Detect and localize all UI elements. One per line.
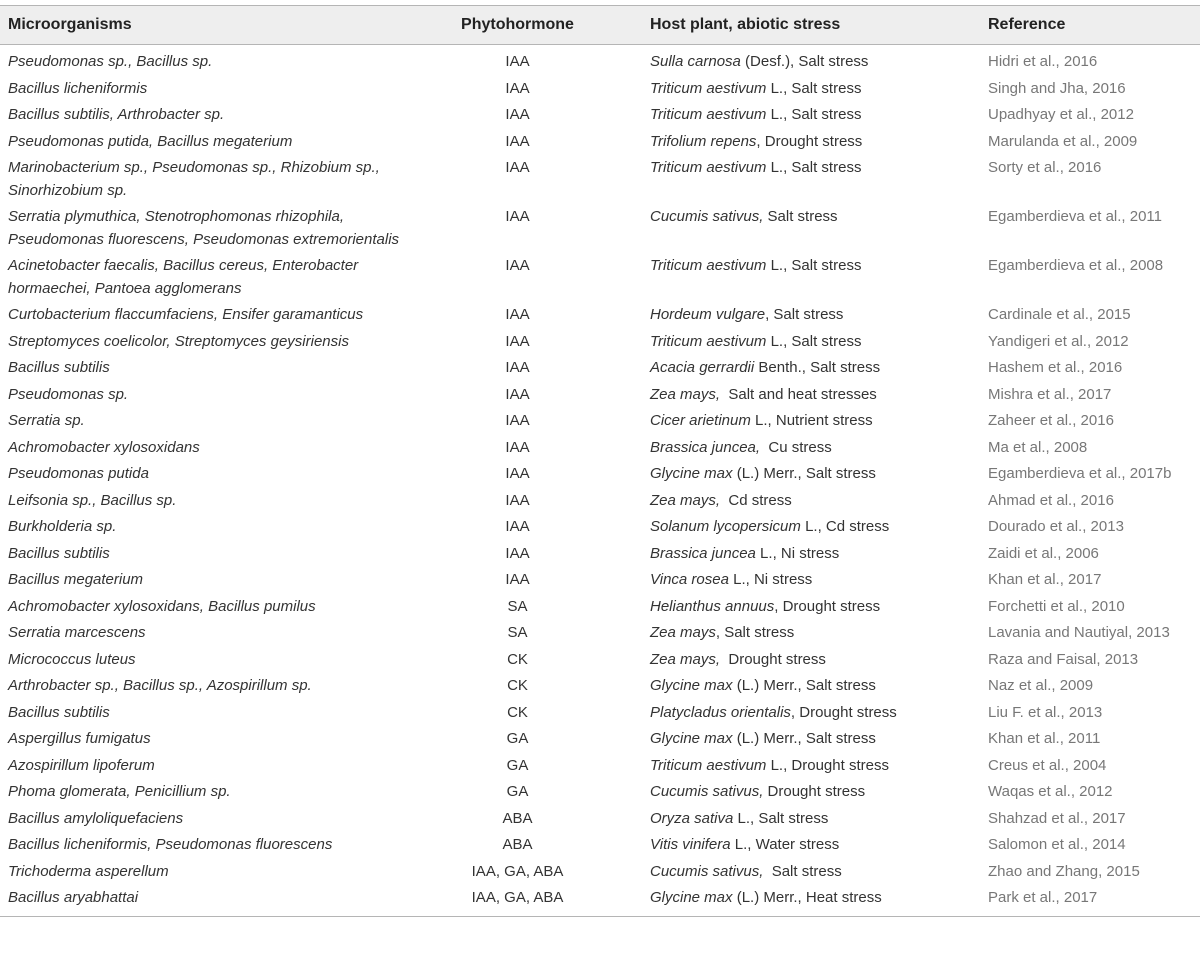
cell-host-plant: [590, 675, 928, 698]
host-stress: L., Cd stress: [800, 518, 890, 535]
cell-host-plant: [590, 702, 928, 725]
cell-phytohormone: IAA: [505, 306, 530, 323]
cell-phytohormone: IAA: [505, 518, 530, 535]
header-host-plant: Host plant, abiotic stress: [650, 16, 841, 33]
table-row: [0, 461, 1200, 488]
table-row: [0, 253, 1200, 302]
host-stress: , Drought stress: [756, 132, 863, 150]
cell-phytohormone: ABA: [502, 836, 533, 853]
cell-microorganisms: Pseudomonas sp.: [8, 385, 129, 403]
table-row: [0, 753, 1200, 780]
cell-host-plant: [590, 622, 928, 645]
cell-microorganisms: Achromobacter xylosoxidans, Bacillus pumilus: [8, 597, 316, 615]
host-stress: L., Salt stress: [766, 79, 862, 97]
host-stress: Drought stress: [720, 650, 826, 668]
cell-reference: Ma et al., 2008: [988, 438, 1088, 456]
host-species: Glycine max: [650, 889, 733, 906]
cell-reference: Marulanda et al., 2009: [988, 132, 1138, 150]
table-row: [0, 155, 1200, 204]
host-stress: Salt stress: [763, 862, 842, 880]
host-species: Zea mays,: [650, 385, 721, 403]
cell-microorganisms: Marinobacterium sp., Pseudomonas sp., Rhizobium sp., Sinorhizobium sp.: [8, 159, 380, 199]
host-species: Platycladus orientalis: [650, 703, 791, 721]
cell-phytohormone: IAA: [505, 438, 530, 456]
host-stress: Cd stress: [720, 491, 792, 509]
table-row: [0, 832, 1200, 859]
cell-microorganisms: Acinetobacter faecalis, Bacillus cereus, Enterobacter hormaechei, Pantoea agglomerans: [8, 257, 359, 297]
host-stress: L., Salt stress: [766, 106, 862, 123]
host-stress: Drought stress: [763, 783, 866, 800]
table-row: [0, 673, 1200, 700]
cell-reference: Singh and Jha, 2016: [988, 79, 1126, 97]
host-species: Cucumis sativus,: [650, 208, 764, 225]
host-stress: Cu stress: [760, 438, 832, 456]
cell-phytohormone: ABA: [502, 809, 533, 827]
host-species: Triticum aestivum: [650, 106, 767, 123]
cell-phytohormone: IAA: [505, 257, 530, 274]
cell-host-plant: [590, 649, 928, 672]
table-row: [0, 355, 1200, 382]
host-species: Brassica juncea,: [650, 438, 761, 456]
cell-host-plant: [590, 808, 928, 831]
table-row: [0, 76, 1200, 103]
host-species: Acacia gerrardii: [650, 359, 755, 376]
host-species: Oryza sativa: [650, 809, 734, 827]
cell-host-plant: [590, 78, 928, 101]
table-row: [0, 885, 1200, 912]
table-row: [0, 647, 1200, 674]
table-row: [0, 49, 1200, 76]
host-species: Vinca rosea: [650, 571, 729, 588]
table-header: [0, 6, 1200, 44]
cell-reference: Salomon et al., 2014: [988, 836, 1126, 853]
cell-host-plant: [590, 463, 928, 486]
cell-host-plant: [590, 255, 928, 300]
cell-host-plant: [590, 861, 928, 884]
cell-reference: Shahzad et al., 2017: [988, 809, 1126, 827]
cell-microorganisms: Bacillus megaterium: [8, 571, 144, 588]
cell-host-plant: [590, 51, 928, 74]
cell-phytohormone: IAA: [505, 465, 530, 482]
host-species: Cicer arietinum: [650, 412, 751, 429]
host-species: Triticum aestivum: [650, 332, 767, 350]
cell-host-plant: [590, 437, 928, 460]
cell-phytohormone: IAA, GA, ABA: [471, 889, 564, 906]
cell-reference: Mishra et al., 2017: [988, 385, 1112, 403]
host-stress: L., Water stress: [730, 836, 840, 853]
cell-host-plant: [590, 596, 928, 619]
cell-reference: Hidri et al., 2016: [988, 53, 1098, 70]
cell-microorganisms: Bacillus subtilis, Arthrobacter sp.: [8, 106, 225, 123]
host-stress: , Salt stress: [715, 624, 795, 641]
cell-microorganisms: Bacillus aryabhattai: [8, 889, 139, 906]
table-row: [0, 726, 1200, 753]
cell-host-plant: [590, 569, 928, 592]
host-stress: (L.) Merr., Salt stress: [732, 677, 876, 694]
cell-host-plant: [590, 304, 928, 327]
cell-host-plant: [590, 755, 928, 778]
table-row: [0, 541, 1200, 568]
cell-host-plant: [590, 490, 928, 513]
cell-microorganisms: Serratia marcescens: [8, 624, 146, 641]
cell-microorganisms: Bacillus licheniformis: [8, 79, 148, 97]
cell-phytohormone: IAA: [505, 106, 530, 123]
cell-phytohormone: IAA: [505, 159, 530, 176]
cell-phytohormone: IAA: [505, 332, 530, 350]
cell-phytohormone: IAA: [505, 132, 530, 150]
cell-phytohormone: IAA, GA, ABA: [471, 862, 564, 880]
data-table: [0, 5, 1200, 917]
table-row: [0, 488, 1200, 515]
host-species: Zea mays: [650, 624, 716, 641]
cell-host-plant: [590, 331, 928, 354]
cell-microorganisms: Arthrobacter sp., Bacillus sp., Azospirillum sp.: [8, 677, 312, 694]
cell-phytohormone: IAA: [505, 79, 530, 97]
table-row: [0, 102, 1200, 129]
host-stress: (Desf.), Salt stress: [740, 53, 869, 70]
cell-microorganisms: Phoma glomerata, Penicillium sp.: [8, 783, 231, 800]
host-stress: (L.) Merr., Salt stress: [732, 465, 876, 482]
cell-phytohormone: IAA: [505, 53, 530, 70]
cell-host-plant: [590, 728, 928, 751]
cell-reference: Yandigeri et al., 2012: [988, 332, 1129, 350]
cell-reference: Upadhyay et al., 2012: [988, 106, 1134, 123]
cell-host-plant: [590, 516, 928, 539]
cell-microorganisms: Pseudomonas putida: [8, 465, 149, 482]
cell-host-plant: [590, 887, 928, 910]
cell-reference: Lavania and Nautiyal, 2013: [988, 624, 1170, 641]
cell-phytohormone: CK: [507, 650, 528, 668]
cell-microorganisms: Streptomyces coelicolor, Streptomyces geysiriensis: [8, 332, 349, 350]
table-row: [0, 594, 1200, 621]
cell-phytohormone: IAA: [505, 412, 530, 429]
cell-phytohormone: IAA: [505, 385, 530, 403]
host-stress: (L.) Merr., Salt stress: [732, 730, 876, 747]
host-species: Zea mays,: [650, 650, 721, 668]
cell-reference: Zhao and Zhang, 2015: [988, 862, 1140, 880]
cell-phytohormone: IAA: [505, 571, 530, 588]
host-stress: , Drought stress: [774, 597, 881, 615]
host-species: Glycine max: [650, 677, 733, 694]
table-row: [0, 859, 1200, 886]
cell-microorganisms: Curtobacterium flaccumfaciens, Ensifer garamanticus: [8, 306, 364, 323]
cell-host-plant: [590, 131, 928, 154]
cell-phytohormone: GA: [506, 783, 529, 800]
cell-reference: Hashem et al., 2016: [988, 359, 1123, 376]
cell-microorganisms: Micrococcus luteus: [8, 650, 136, 668]
cell-phytohormone: GA: [506, 756, 529, 774]
cell-reference: Khan et al., 2011: [988, 730, 1101, 747]
cell-phytohormone: IAA: [505, 491, 530, 509]
host-species: Brassica juncea: [650, 544, 756, 562]
cell-host-plant: [590, 104, 928, 127]
table-row: [0, 204, 1200, 253]
cell-host-plant: [590, 410, 928, 433]
host-stress: L., Salt stress: [733, 809, 829, 827]
host-stress: , Salt stress: [765, 306, 844, 323]
cell-phytohormone: IAA: [505, 359, 530, 376]
host-species: Hordeum vulgare: [650, 306, 766, 323]
cell-microorganisms: Serratia plymuthica, Stenotrophomonas rhizophila, Pseudomonas fluorescens, Pseudomonas extremorientalis: [8, 208, 400, 248]
table-row: [0, 329, 1200, 356]
cell-reference: Cardinale et al., 2015: [988, 306, 1131, 323]
header-reference: Reference: [988, 16, 1066, 33]
cell-reference: Khan et al., 2017: [988, 571, 1102, 588]
host-species: Cucumis sativus,: [650, 783, 764, 800]
cell-reference: Zaidi et al., 2006: [988, 544, 1099, 562]
cell-microorganisms: Bacillus subtilis: [8, 544, 110, 562]
host-species: Zea mays,: [650, 491, 721, 509]
host-stress: L., Nutrient stress: [750, 412, 873, 429]
table-row: [0, 302, 1200, 329]
header-phytohormone: Phytohormone: [461, 16, 574, 33]
host-species: Cucumis sativus,: [650, 862, 764, 880]
cell-phytohormone: SA: [507, 597, 528, 615]
cell-microorganisms: Bacillus licheniformis, Pseudomonas fluorescens: [8, 836, 333, 853]
cell-reference: Dourado et al., 2013: [988, 518, 1124, 535]
host-species: Triticum aestivum: [650, 79, 767, 97]
host-species: Sulla carnosa: [650, 53, 741, 70]
cell-host-plant: [590, 157, 928, 202]
host-species: Helianthus annuus: [650, 597, 775, 615]
cell-microorganisms: Serratia sp.: [8, 412, 85, 429]
host-stress: Benth., Salt stress: [754, 359, 881, 376]
cell-phytohormone: SA: [507, 624, 528, 641]
table-row: [0, 779, 1200, 806]
cell-phytohormone: IAA: [505, 208, 530, 225]
header-microorganisms: Microorganisms: [8, 16, 132, 33]
table-row: [0, 382, 1200, 409]
table-row: [0, 129, 1200, 156]
cell-phytohormone: GA: [506, 730, 529, 747]
cell-reference: Forchetti et al., 2010: [988, 597, 1125, 615]
host-species: Triticum aestivum: [650, 159, 767, 176]
table-row: [0, 806, 1200, 833]
cell-reference: Waqas et al., 2012: [988, 783, 1113, 800]
table-row: [0, 620, 1200, 647]
host-stress: L., Salt stress: [766, 257, 862, 274]
cell-reference: Liu F. et al., 2013: [988, 703, 1103, 721]
table-row: [0, 435, 1200, 462]
cell-host-plant: [590, 543, 928, 566]
cell-phytohormone: CK: [507, 677, 528, 694]
cell-reference: Egamberdieva et al., 2017b: [988, 465, 1172, 482]
cell-reference: Egamberdieva et al., 2008: [988, 257, 1164, 274]
cell-host-plant: [590, 357, 928, 380]
cell-host-plant: [590, 781, 928, 804]
cell-microorganisms: Achromobacter xylosoxidans: [8, 438, 200, 456]
cell-host-plant: [590, 384, 928, 407]
host-species: Solanum lycopersicum: [650, 518, 801, 535]
cell-host-plant: [590, 834, 928, 857]
cell-reference: Raza and Faisal, 2013: [988, 650, 1139, 668]
cell-microorganisms: Pseudomonas sp., Bacillus sp.: [8, 53, 213, 70]
cell-microorganisms: Pseudomonas putida, Bacillus megaterium: [8, 132, 293, 150]
table-row: [0, 700, 1200, 727]
cell-reference: Ahmad et al., 2016: [988, 491, 1114, 509]
host-species: Vitis vinifera: [650, 836, 731, 853]
host-stress: L., Drought stress: [766, 756, 889, 774]
cell-host-plant: [590, 206, 928, 251]
host-stress: Salt stress: [763, 208, 838, 225]
table-row: [0, 514, 1200, 541]
cell-microorganisms: Burkholderia sp.: [8, 518, 117, 535]
cell-microorganisms: Leifsonia sp., Bacillus sp.: [8, 491, 177, 509]
host-stress: L., Ni stress: [755, 544, 840, 562]
host-stress: L., Salt stress: [766, 332, 862, 350]
cell-reference: Park et al., 2017: [988, 889, 1098, 906]
cell-reference: Creus et al., 2004: [988, 756, 1107, 774]
bottom-rule: [0, 916, 1200, 917]
host-species: Glycine max: [650, 465, 733, 482]
cell-microorganisms: Trichoderma asperellum: [8, 862, 169, 880]
host-species: Triticum aestivum: [650, 257, 767, 274]
cell-microorganisms: Azospirillum lipoferum: [8, 756, 155, 774]
cell-microorganisms: Bacillus subtilis: [8, 703, 110, 721]
host-stress: , Drought stress: [790, 703, 897, 721]
cell-phytohormone: CK: [507, 703, 528, 721]
host-stress: (L.) Merr., Heat stress: [732, 889, 882, 906]
cell-reference: Zaheer et al., 2016: [988, 412, 1114, 429]
cell-reference: Naz et al., 2009: [988, 677, 1094, 694]
host-stress: L., Ni stress: [728, 571, 813, 588]
cell-microorganisms: Bacillus subtilis: [8, 359, 110, 376]
host-species: Triticum aestivum: [650, 756, 767, 774]
table-row: [0, 408, 1200, 435]
table-body: [0, 49, 1200, 912]
cell-phytohormone: IAA: [505, 544, 530, 562]
host-stress: L., Salt stress: [766, 159, 862, 176]
table-row: [0, 567, 1200, 594]
host-stress: Salt and heat stresses: [720, 385, 877, 403]
cell-reference: Egamberdieva et al., 2011: [988, 208, 1163, 225]
host-species: Trifolium repens: [650, 132, 757, 150]
cell-reference: Sorty et al., 2016: [988, 159, 1102, 176]
host-species: Glycine max: [650, 730, 733, 747]
cell-microorganisms: Aspergillus fumigatus: [8, 730, 151, 747]
cell-microorganisms: Bacillus amyloliquefaciens: [8, 809, 184, 827]
